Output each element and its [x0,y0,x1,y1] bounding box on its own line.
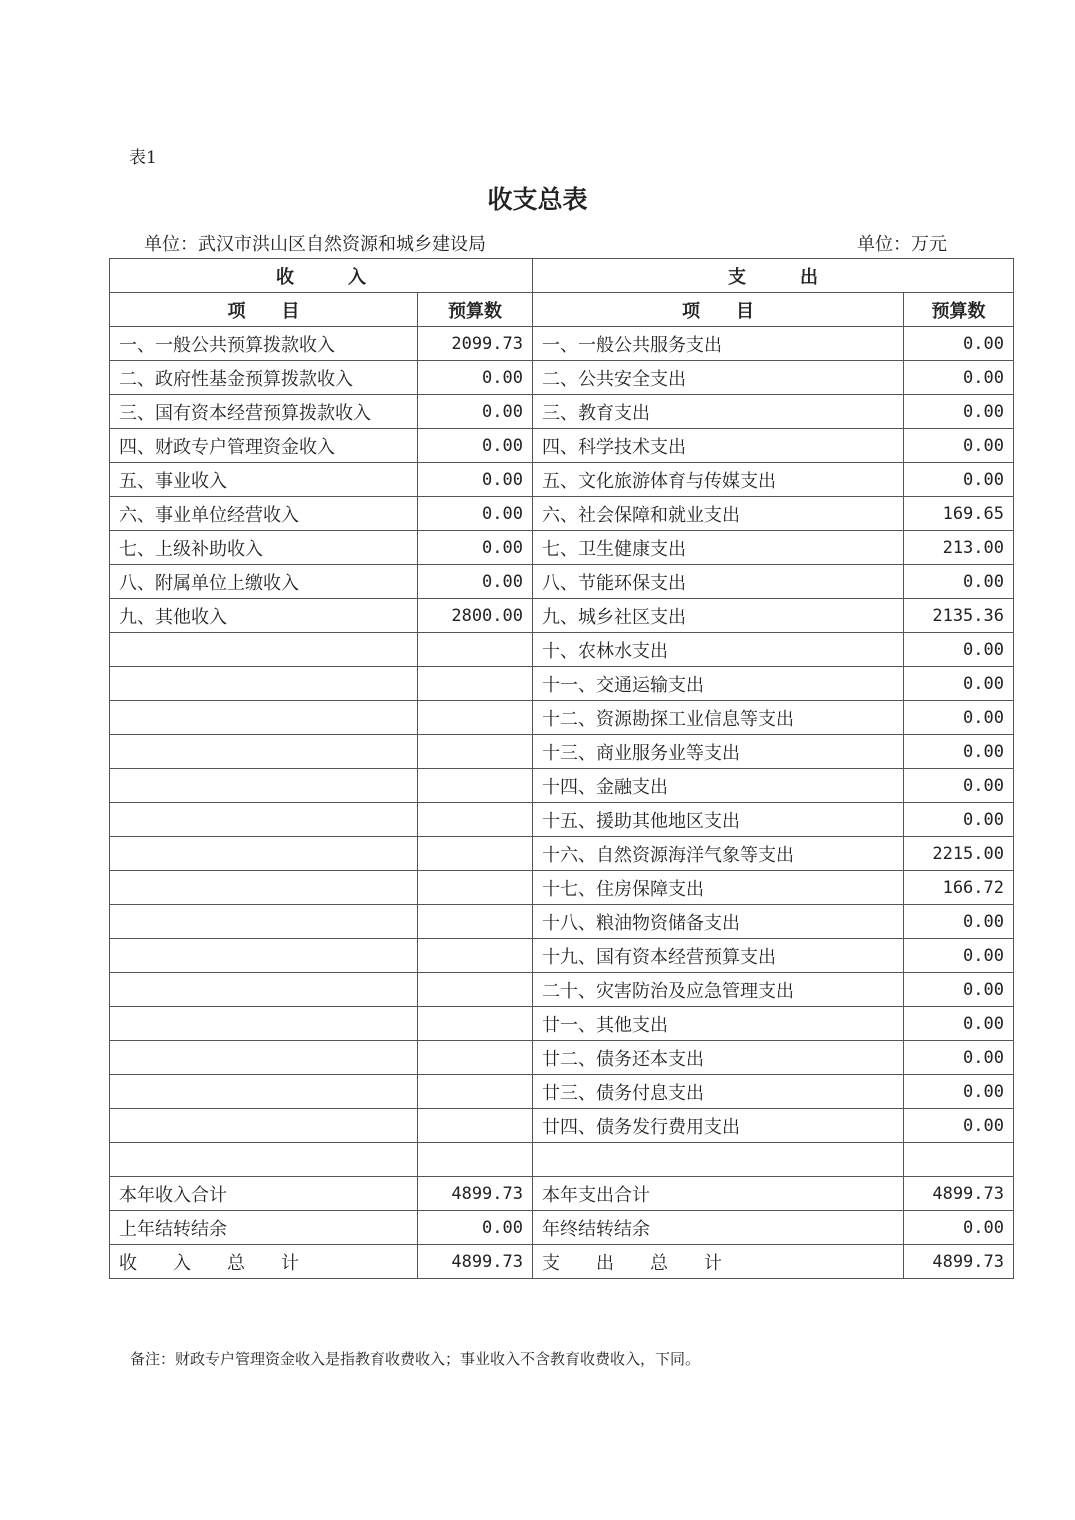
income-total-value: 0.00 [418,1211,533,1245]
table-row [110,531,1014,565]
total-row [110,1245,1014,1279]
expense-item: 四、科学技术支出 [533,429,904,463]
expense-item: 廿一、其他支出 [533,1007,904,1041]
income-total-label: 上年结转结余 [110,1211,418,1245]
section-header-row [110,259,1014,293]
expense-item: 十四、金融支出 [533,769,904,803]
income-item: 三、国有资本经营预算拨款收入 [110,395,418,429]
expense-value: 0.00 [904,1075,1014,1109]
column-header-row [110,293,1014,327]
table-row [110,1041,1014,1075]
table-row [110,1075,1014,1109]
income-item [110,837,418,871]
income-item [110,973,418,1007]
income-value [418,1007,533,1041]
table-row [110,599,1014,633]
expense-item: 廿四、债务发行费用支出 [533,1109,904,1143]
expense-item-header: 项 目 [533,293,904,327]
income-value [418,1075,533,1109]
income-total-label: 收 入 总 计 [110,1245,418,1279]
table-row [110,1143,1014,1177]
table-row [110,973,1014,1007]
income-item [110,871,418,905]
expense-section-header: 支 出 [533,259,1014,293]
income-value: 2800.00 [418,599,533,633]
income-value [418,871,533,905]
income-item [110,701,418,735]
income-item [110,735,418,769]
income-value: 0.00 [418,497,533,531]
table-row [110,667,1014,701]
expense-total-value: 4899.73 [904,1177,1014,1211]
expense-total-value: 0.00 [904,1211,1014,1245]
income-value: 0.00 [418,429,533,463]
income-item [110,905,418,939]
income-item: 九、其他收入 [110,599,418,633]
table-row [110,769,1014,803]
expense-value: 0.00 [904,667,1014,701]
table-row [110,361,1014,395]
income-item: 八、附属单位上缴收入 [110,565,418,599]
expense-total-value: 4899.73 [904,1245,1014,1279]
footnote: 备注：财政专户管理资金收入是指教育收费收入；事业收入不含教育收费收入，下同。 [130,1350,701,1368]
expense-value: 0.00 [904,395,1014,429]
expense-value: 0.00 [904,327,1014,361]
income-item-header: 项 目 [110,293,418,327]
table-row [110,905,1014,939]
income-item: 六、事业单位经营收入 [110,497,418,531]
expense-item: 十九、国有资本经营预算支出 [533,939,904,973]
expense-budget-header: 预算数 [904,293,1014,327]
income-value [418,939,533,973]
income-value [418,973,533,1007]
table-row [110,497,1014,531]
income-item: 四、财政专户管理资金收入 [110,429,418,463]
expense-value: 0.00 [904,973,1014,1007]
expense-value: 0.00 [904,939,1014,973]
expense-value: 0.00 [904,361,1014,395]
table-row [110,837,1014,871]
expense-item: 七、卫生健康支出 [533,531,904,565]
income-value [418,803,533,837]
income-budget-header: 预算数 [418,293,533,327]
income-value [418,735,533,769]
income-value [418,905,533,939]
expense-item [533,1143,904,1177]
income-value [418,1041,533,1075]
expense-value: 0.00 [904,735,1014,769]
expense-value: 0.00 [904,701,1014,735]
income-value: 0.00 [418,565,533,599]
expense-item: 十六、自然资源海洋气象等支出 [533,837,904,871]
table-row [110,1109,1014,1143]
budget-summary-table [109,258,1014,1279]
income-item [110,769,418,803]
unit-organization: 单位：武汉市洪山区自然资源和城乡建设局 [144,234,486,255]
expense-item: 九、城乡社区支出 [533,599,904,633]
total-row [110,1211,1014,1245]
expense-value: 0.00 [904,463,1014,497]
table-row [110,803,1014,837]
expense-item: 十一、交通运输支出 [533,667,904,701]
income-item [110,667,418,701]
table-row [110,633,1014,667]
income-value [418,837,533,871]
table-row [110,395,1014,429]
income-section-header: 收 入 [110,259,533,293]
expense-item: 廿三、债务付息支出 [533,1075,904,1109]
expense-value: 0.00 [904,1041,1014,1075]
table-row [110,939,1014,973]
expense-value: 2215.00 [904,837,1014,871]
income-value: 0.00 [418,395,533,429]
table-row [110,871,1014,905]
expense-item: 廿二、债务还本支出 [533,1041,904,1075]
expense-total-label: 本年支出合计 [533,1177,904,1211]
income-item [110,1041,418,1075]
expense-value [904,1143,1014,1177]
expense-item: 十八、粮油物资储备支出 [533,905,904,939]
expense-value: 0.00 [904,769,1014,803]
expense-value: 0.00 [904,633,1014,667]
expense-item: 十二、资源勘探工业信息等支出 [533,701,904,735]
expense-value: 213.00 [904,531,1014,565]
income-value [418,633,533,667]
income-value [418,1109,533,1143]
income-value: 0.00 [418,361,533,395]
table-row [110,1007,1014,1041]
income-item: 五、事业收入 [110,463,418,497]
income-value: 0.00 [418,463,533,497]
income-item [110,803,418,837]
table-row [110,701,1014,735]
income-item: 七、上级补助收入 [110,531,418,565]
table-row [110,327,1014,361]
expense-value: 0.00 [904,803,1014,837]
expense-value: 0.00 [904,565,1014,599]
income-total-value: 4899.73 [418,1245,533,1279]
income-total-label: 本年收入合计 [110,1177,418,1211]
table-row [110,429,1014,463]
total-row [110,1177,1014,1211]
expense-item: 六、社会保障和就业支出 [533,497,904,531]
income-item [110,633,418,667]
expense-value: 0.00 [904,905,1014,939]
income-item: 二、政府性基金预算拨款收入 [110,361,418,395]
income-item [110,939,418,973]
income-value [418,769,533,803]
table-label: 表1 [129,148,157,168]
income-value [418,1143,533,1177]
income-value [418,701,533,735]
income-item [110,1007,418,1041]
expense-value: 0.00 [904,429,1014,463]
expense-item: 三、教育支出 [533,395,904,429]
expense-item: 十七、住房保障支出 [533,871,904,905]
expense-value: 2135.36 [904,599,1014,633]
expense-value: 169.65 [904,497,1014,531]
income-item [110,1143,418,1177]
page-title: 收支总表 [487,185,588,214]
income-item [110,1075,418,1109]
expense-value: 0.00 [904,1109,1014,1143]
expense-item: 二、公共安全支出 [533,361,904,395]
expense-item: 十五、援助其他地区支出 [533,803,904,837]
income-total-value: 4899.73 [418,1177,533,1211]
expense-value: 0.00 [904,1007,1014,1041]
expense-total-label: 年终结转结余 [533,1211,904,1245]
income-item [110,1109,418,1143]
income-item: 一、一般公共预算拨款收入 [110,327,418,361]
expense-item: 二十、灾害防治及应急管理支出 [533,973,904,1007]
expense-item: 八、节能环保支出 [533,565,904,599]
expense-item: 五、文化旅游体育与传媒支出 [533,463,904,497]
income-value [418,667,533,701]
table-row [110,735,1014,769]
table-row [110,565,1014,599]
expense-item: 一、一般公共服务支出 [533,327,904,361]
expense-item: 十、农林水支出 [533,633,904,667]
expense-item: 十三、商业服务业等支出 [533,735,904,769]
income-value: 0.00 [418,531,533,565]
expense-total-label: 支 出 总 计 [533,1245,904,1279]
table-row [110,463,1014,497]
unit-currency: 单位：万元 [857,234,947,255]
expense-value: 166.72 [904,871,1014,905]
income-value: 2099.73 [418,327,533,361]
